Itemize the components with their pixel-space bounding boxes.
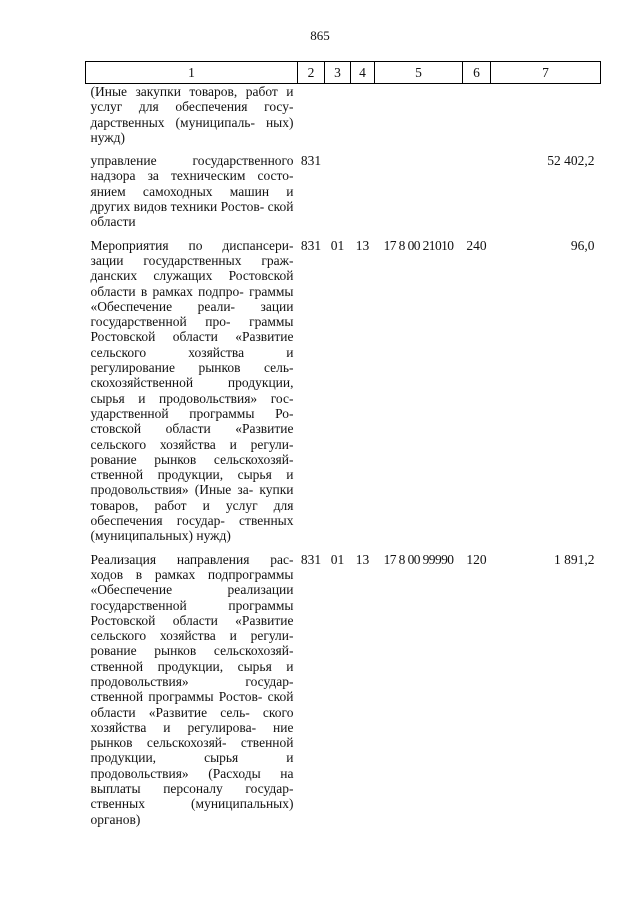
description-line: ударственной программы Ро- (90, 405, 294, 421)
description-line: надзора за техническим состо- (90, 168, 294, 184)
budget-code-pr: 13 (355, 551, 370, 567)
budget-code-vr: 240 (466, 237, 487, 253)
budget-code-rz: 01 (330, 551, 345, 567)
budget-code-rz (325, 153, 351, 237)
column-header-6: 6 (463, 62, 491, 84)
budget-code-gr: 831 (300, 153, 322, 169)
column-header-1: 1 (86, 62, 298, 84)
column-header-4: 4 (351, 62, 375, 84)
table-row (86, 238, 601, 552)
description-line: продовольствия» государ- (90, 673, 294, 689)
budget-code-csr: 17 8 00 21010 (383, 237, 454, 253)
description-cell (86, 552, 298, 835)
description-line: ных) нужд) (90, 114, 294, 145)
column-header-7: 7 (491, 62, 601, 84)
description-line: (Иные закупки товаров, работ (90, 84, 278, 99)
description-line: ственной продукции, сырья и (90, 658, 294, 674)
budget-code-csr (375, 153, 463, 237)
description-cell (86, 84, 298, 154)
budget-code-rz (325, 84, 351, 154)
description-line: дарственных (муниципаль- (90, 114, 255, 130)
description-line: Мероприятия по диспансери- (90, 237, 294, 253)
budget-code-pr: 13 (355, 237, 370, 253)
description-line: сельского хозяйства и регули- (90, 628, 294, 644)
amount-cell: 1 891,2 (554, 551, 595, 567)
table-row (86, 153, 601, 237)
budget-code-vr (463, 153, 491, 237)
description-line: рование рынков сельскохозяй- (90, 451, 294, 467)
description-line: других видов техники Ростов- (90, 199, 265, 215)
description-line: Ростовской области «Развитие (90, 612, 294, 628)
description-line: нужд) (196, 528, 231, 544)
budget-code-csr: 17 8 00 99990 (383, 551, 454, 567)
description-line: граммы «Обеспечение реали- (90, 283, 294, 314)
description-line: государственной программы (90, 597, 294, 613)
description-line: ственной продукции, сырья и (90, 467, 294, 483)
budget-code-pr (351, 153, 375, 237)
budget-code-rz: 01 (330, 237, 345, 253)
description-line: Реализация направления рас- (90, 551, 294, 567)
description-line: для обеспечения государ- (90, 497, 294, 529)
budget-code-gr: 831 (300, 237, 322, 253)
description-line: ской области (90, 199, 294, 230)
description-line: продовольствия» (Расходы на (90, 765, 294, 781)
amount-cell: 52 402,2 (547, 153, 595, 169)
page-number: 865 (310, 28, 330, 43)
description-line: ходов в рамках подпрограммы (90, 566, 294, 582)
description-line: данских служащих Ростовской (90, 268, 294, 284)
description-line: ственных (муниципальных) (90, 796, 294, 812)
description-cell (86, 238, 298, 552)
table-row (86, 84, 601, 154)
description-line: рование рынков сельскохозяй- (90, 643, 294, 659)
budget-code-vr: 120 (466, 551, 487, 567)
description-line: ние рынков сельскохозяй- (90, 719, 294, 751)
description-line: и услуг для обеспечения госу- (90, 84, 294, 115)
description-line: ственной программы Ростов- (90, 689, 263, 705)
description-line: продовольствия» (Иные за- (90, 482, 254, 498)
description-line: органов) (90, 811, 141, 827)
description-line: и регулирование рынков сель- (90, 344, 294, 376)
column-header-2: 2 (298, 62, 325, 84)
description-line: области в рамках подпро- (90, 283, 244, 299)
budget-table (85, 61, 601, 835)
column-header-3: 3 (325, 62, 351, 84)
description-line: управление государственного (90, 153, 294, 169)
description-line: сырья и продовольствия» гос- (90, 390, 294, 406)
description-cell (86, 153, 298, 237)
description-line: зации государственных граж- (90, 252, 294, 268)
description-line: «Развитие сельского хозяйства (90, 329, 294, 360)
description-line: сельского хозяйства и регули- (90, 436, 294, 452)
description-line: ской области «Развитие сель- (90, 689, 294, 720)
description-line: ственных (муниципальных) (90, 513, 294, 544)
description-line: «Обеспечение реализации (90, 582, 294, 598)
description-line: купки товаров, работ и услуг (90, 482, 294, 513)
description-line: зации государственной про- (90, 298, 294, 330)
table-row (86, 552, 601, 835)
budget-code-vr (463, 84, 491, 154)
amount-cell: 96,0 (570, 237, 595, 253)
budget-code-gr: 831 (300, 551, 322, 567)
description-line: ского хозяйства и регулирова- (90, 704, 294, 735)
description-line: выплаты персоналу государ- (90, 781, 294, 797)
budget-code-gr (298, 84, 325, 154)
description-line: стовской области «Развитие (90, 421, 294, 437)
column-header-5: 5 (375, 62, 463, 84)
description-line: скохозяйственной продукции, (90, 375, 294, 391)
amount-cell (491, 84, 601, 154)
description-line: ственной продукции, сырья и (90, 735, 294, 766)
description-line: янием самоходных машин и (90, 183, 294, 199)
description-line: граммы Ростовской области (90, 314, 294, 345)
budget-code-pr (351, 84, 375, 154)
budget-code-csr (375, 84, 463, 154)
table-header-row (86, 62, 601, 84)
